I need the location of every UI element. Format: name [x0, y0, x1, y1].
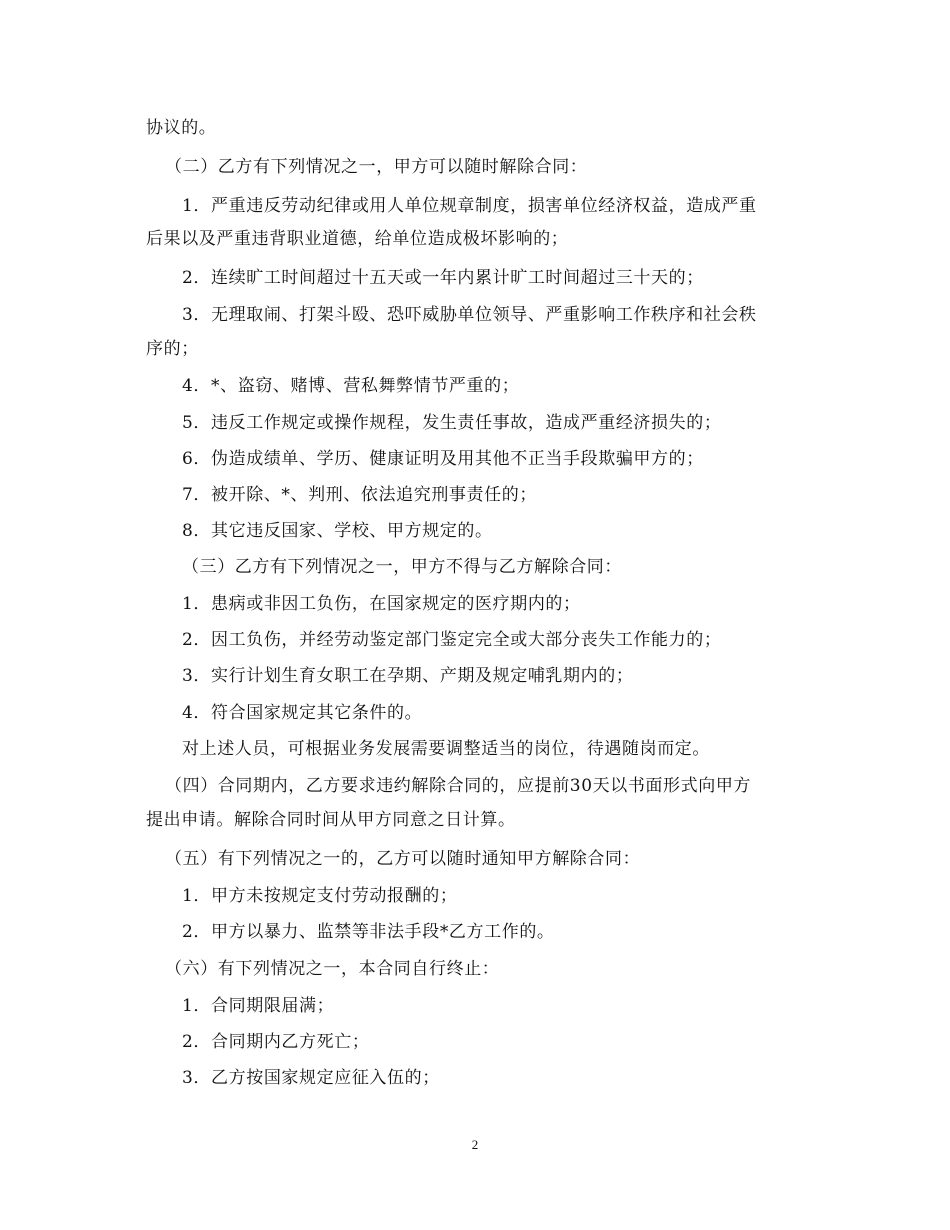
section-heading: （四）合同期内，乙方要求违约解除合同的，应提前30天以书面形式向甲方 — [165, 776, 752, 796]
text-line: 提出申请。解除合同时间从甲方同意之日计算。 — [146, 810, 516, 830]
list-item: 3．实行计划生育女职工在孕期、产期及规定哺乳期内的； — [182, 666, 634, 686]
list-item: 1．患病或非因工负伤，在国家规定的医疗期内的； — [182, 594, 581, 614]
list-item: 1．严重违反劳动纪律或用人单位规章制度，损害单位经济权益，造成严重 — [182, 196, 757, 216]
section-heading: （三）乙方有下列情况之一，甲方不得与乙方解除合同： — [182, 557, 622, 577]
list-item: 3．无理取闹、打架斗殴、恐吓威胁单位领导、严重影响工作秩序和社会秩 — [182, 305, 757, 325]
section-heading: （二）乙方有下列情况之一，甲方可以随时解除合同： — [165, 157, 588, 177]
list-item: 2．甲方以暴力、监禁等非法手段*乙方工作的。 — [182, 922, 555, 942]
list-item: 1．甲方未按规定支付劳动报酬的； — [182, 886, 458, 906]
list-item: 6．伪造成绩单、学历、健康证明及用其他不正当手段欺骗甲方的； — [182, 449, 704, 469]
section-heading: （六）有下列情况之一，本合同自行终止： — [165, 959, 500, 979]
page-number: 2 — [471, 1137, 479, 1152]
list-item: 7．被开除、*、判刑、依法追究刑事责任的； — [182, 485, 537, 505]
text-line: 序的； — [146, 339, 199, 359]
list-item: 3．乙方按国家规定应征入伍的； — [182, 1068, 440, 1088]
list-item: 8．其它违反国家、学校、甲方规定的。 — [182, 521, 493, 541]
list-item: 4．*、盗窃、赌博、营私舞弊情节严重的； — [182, 376, 520, 396]
text-line: 对上述人员，可根据业务发展需要调整适当的岗位，待遇随岗而定。 — [182, 739, 710, 759]
list-item: 2．合同期内乙方死亡； — [182, 1032, 370, 1052]
list-item: 1．合同期限届满； — [182, 996, 335, 1016]
list-item: 4．符合国家规定其它条件的。 — [182, 703, 423, 723]
list-item: 2．连续旷工时间超过十五天或一年内累计旷工时间超过三十天的； — [182, 268, 704, 288]
text-line: 后果以及严重违背职业道德，给单位造成极坏影响的； — [146, 229, 569, 249]
list-item: 5．违反工作规定或操作规程，发生责任事故，造成严重经济损失的； — [182, 413, 722, 433]
list-item: 2．因工负伤，并经劳动鉴定部门鉴定完全或大部分丧失工作能力的； — [182, 630, 722, 650]
section-heading: （五）有下列情况之一的，乙方可以随时通知甲方解除合同： — [165, 849, 641, 869]
text-line: 协议的。 — [146, 118, 217, 138]
